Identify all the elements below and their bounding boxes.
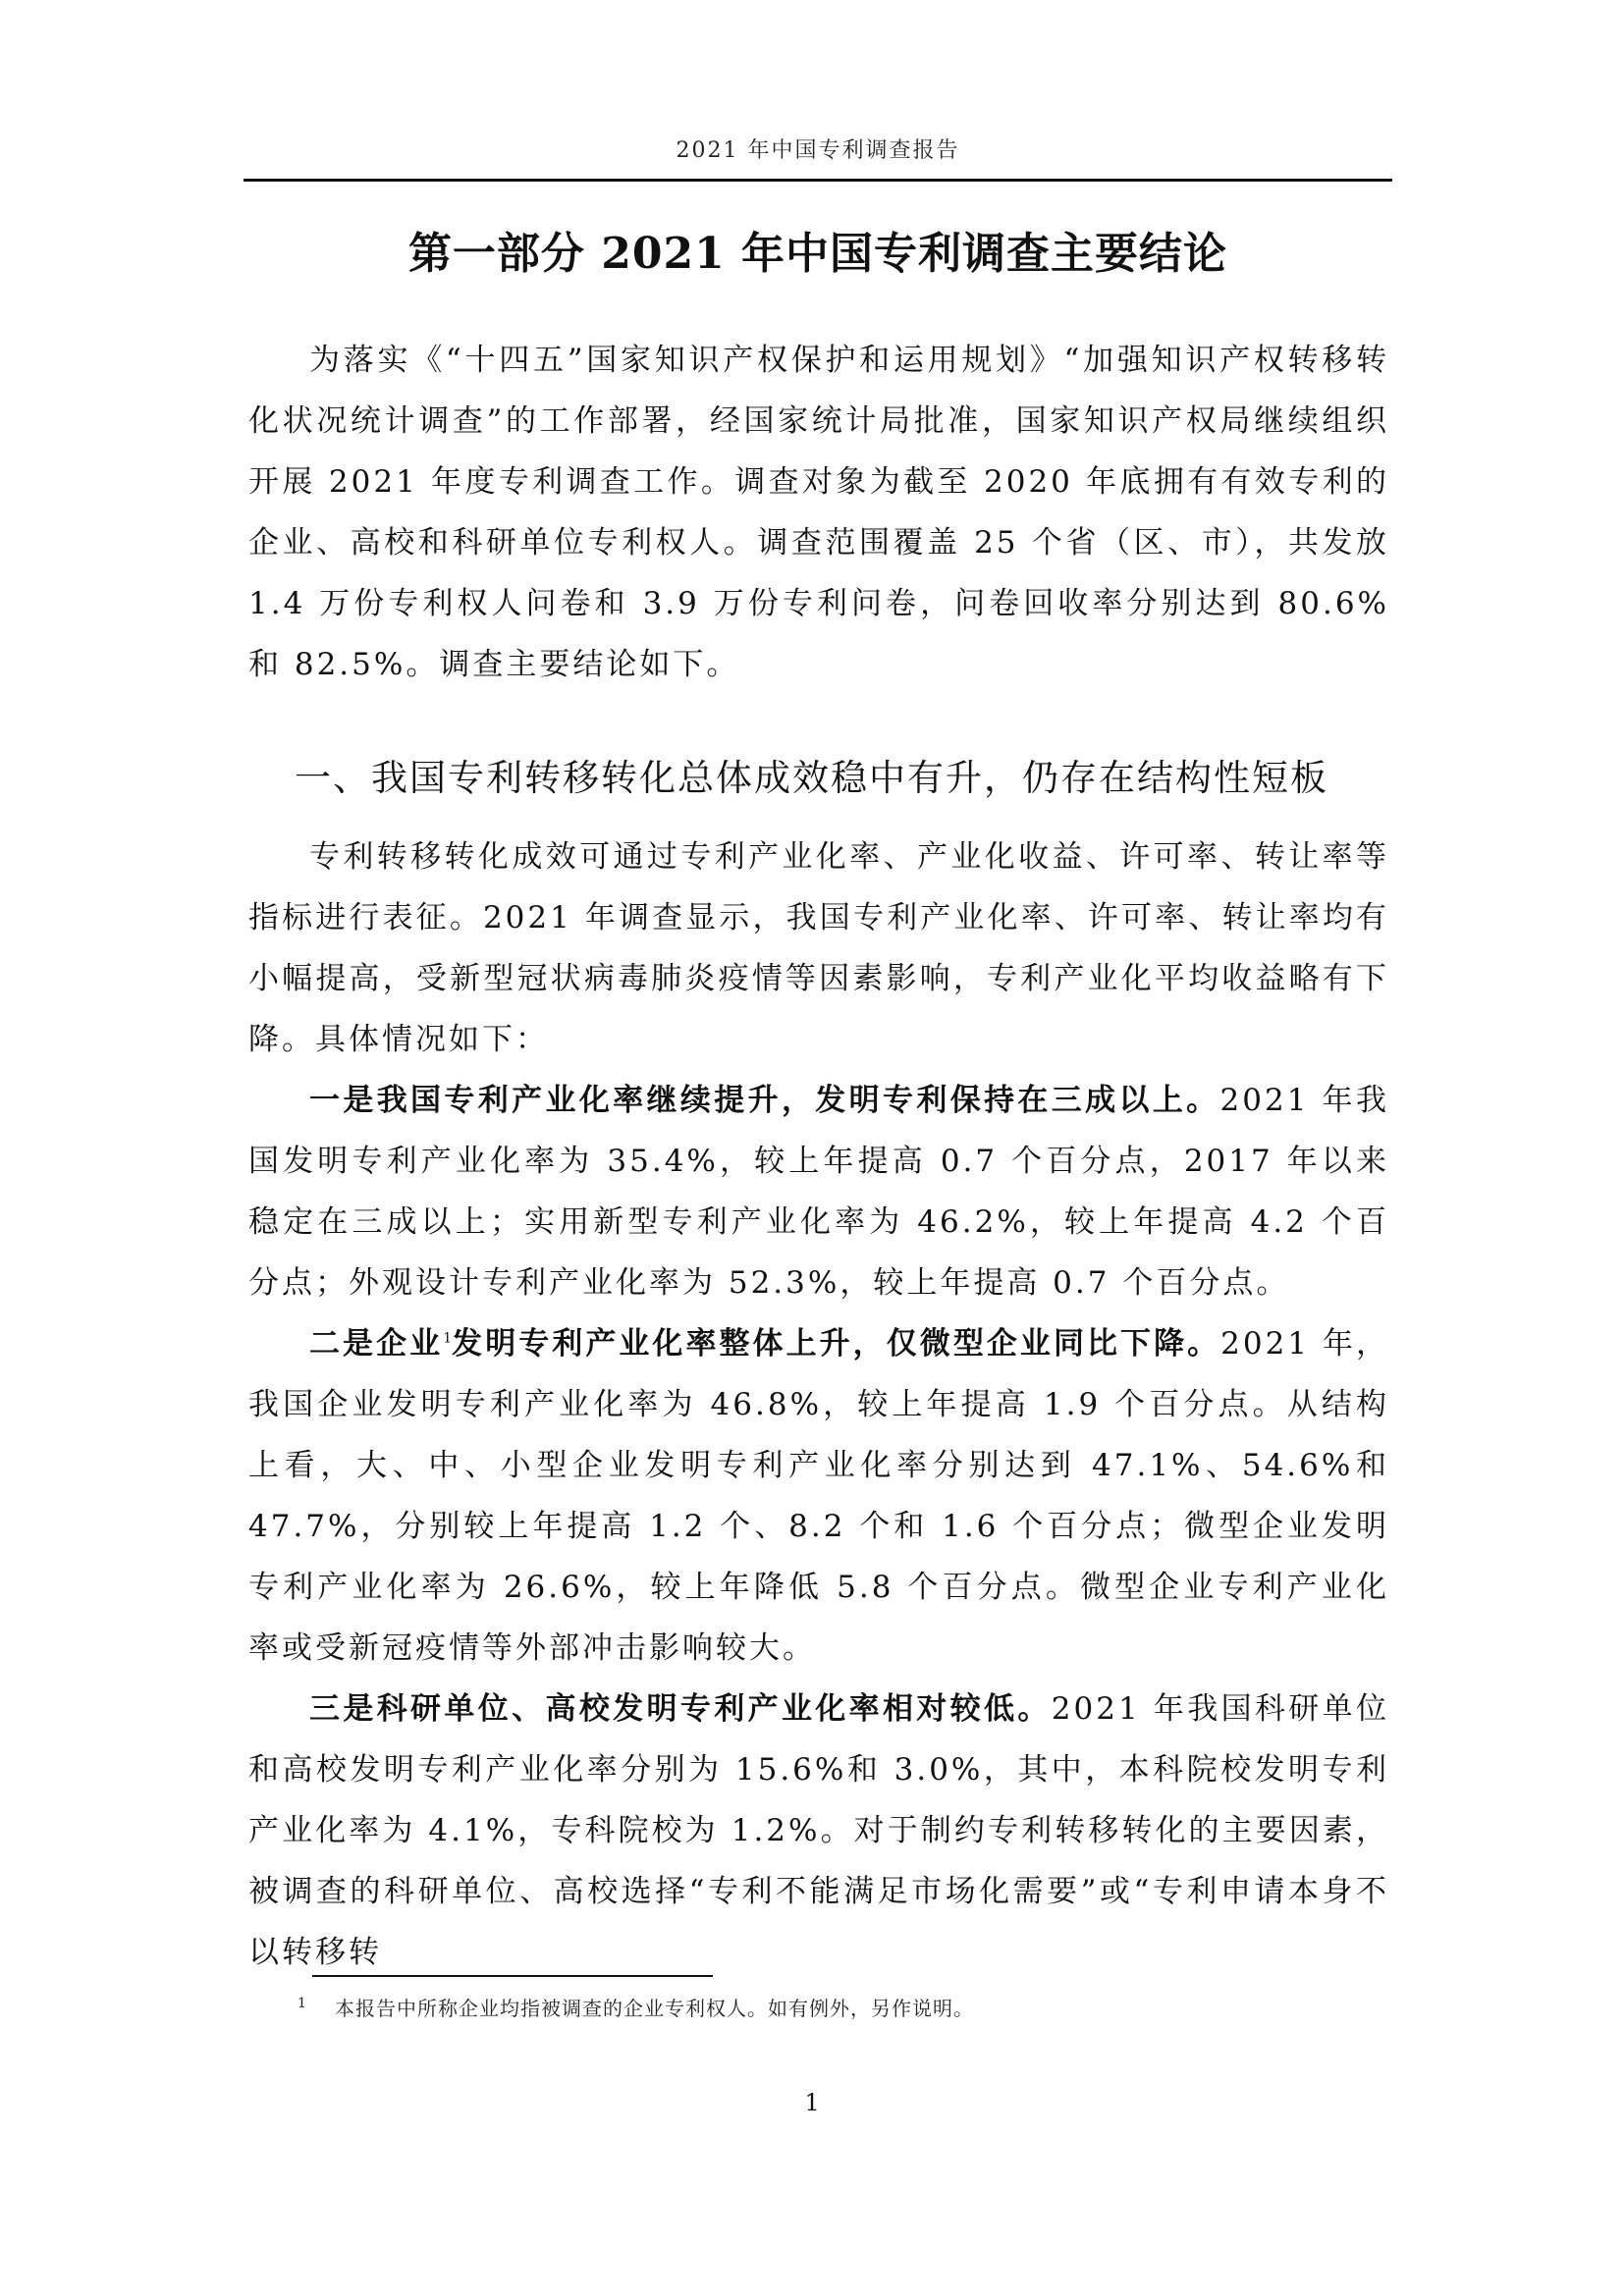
point-3-text: 2021 年我国科研单位和高校发明专利产业化率分别为 15.6%和 3.0%，其中，本科院校发明专利产业化率为 4.1%，专科院校为 1.2%。对于制约专利转移转化的主要因素，被调查的科研单位、高校选择“专利不能满足市场化需要”或“专利申请本身不以转移转 xyxy=(248,1691,1390,1970)
point-3-paragraph xyxy=(248,1679,1389,1983)
lead-paragraph: 专利转移转化成效可通过专利产业化率、产业化收益、许可率、转让率等指标进行表征。2021 年调查显示，我国专利产业化率、许可率、转让率均有小幅提高，受新型冠状病毒肺炎疫情等因素影响，专利产业化平均收益略有下降。具体情况如下： xyxy=(248,839,1389,1057)
header-rule xyxy=(244,179,1392,182)
footnote-text: 本报告中所称企业均指被调查的企业专利权人。如有例外，另作说明。 xyxy=(335,1997,974,2020)
point-1-text: 2021 年我国发明专利产业化率为 35.4%，较上年提高 0.7 个百分点，2017 年以来稳定在三成以上；实用新型专利产业化率为 46.2%，较上年提高 4.2 个百分点；外观设计专利产业化率为 52.3%，较上年提高 0.7 个百分点。 xyxy=(248,1083,1390,1301)
point-1-lead: 一是我国专利产业化率继续提升，发明专利保持在三成以上。 xyxy=(309,1083,1220,1118)
part-title: 第一部分 2021 年中国专利调查主要结论 xyxy=(407,229,1228,279)
page-number: 1 xyxy=(804,2089,820,2116)
running-header: 2021 年中国专利调查报告 xyxy=(676,138,960,163)
section-heading: 一、我国专利转移转化总体成效稳中有升，仍存在结构性短板 xyxy=(295,757,1328,799)
footnote: 1 本报告中所称企业均指被调查的企业专利权人。如有例外，另作说明。 xyxy=(298,1996,974,2020)
point-2-lead-b: 发明专利产业化率整体上升，仅微型企业同比下降。 xyxy=(452,1326,1221,1362)
point-3-lead: 三是科研单位、高校发明专利产业化率相对较低。 xyxy=(309,1691,1052,1727)
point-2-lead-a: 二是企业 xyxy=(309,1326,444,1362)
footnote-reference[interactable]: 1 xyxy=(443,1330,453,1347)
intro-paragraph: 为落实《“十四五”国家知识产权保护和运用规划》“加强知识产权转移转化状况统计调查”的工作部署，经国家统计局批准，国家知识产权局继续组织开展 2021 年度专利调查工作。调查对象为截至 2020 年底拥有有效专利的企业、高校和科研单位专利权人。调查范围覆盖 25 个省（区、市），共发放 1.4 万份专利权人问卷和 3.9 万份专利问卷，问卷回收率分别达到 80.6%和 82.5%。调查主要结论如下。 xyxy=(248,343,1389,682)
point-2-text: 2021 年，我国企业发明专利产业化率为 46.8%，较上年提高 1.9 个百分点。从结构上看，大、中、小型企业发明专利产业化率分别达到 47.1%、54.6%和 47.7%，分别较上年提高 1.2 个、8.2 个和 1.6 个百分点；微型企业发明专利产业化率为 26.6%，较上年降低 5.8 个百分点。微型企业专利产业化率或受新冠疫情等外部冲击影响较大。 xyxy=(248,1326,1390,1666)
footnote-rule xyxy=(312,1975,713,1977)
intro-block xyxy=(248,330,1389,695)
point-1-paragraph xyxy=(248,1070,1389,1313)
point-2-paragraph xyxy=(248,1313,1389,1679)
section-body xyxy=(248,827,1389,1983)
